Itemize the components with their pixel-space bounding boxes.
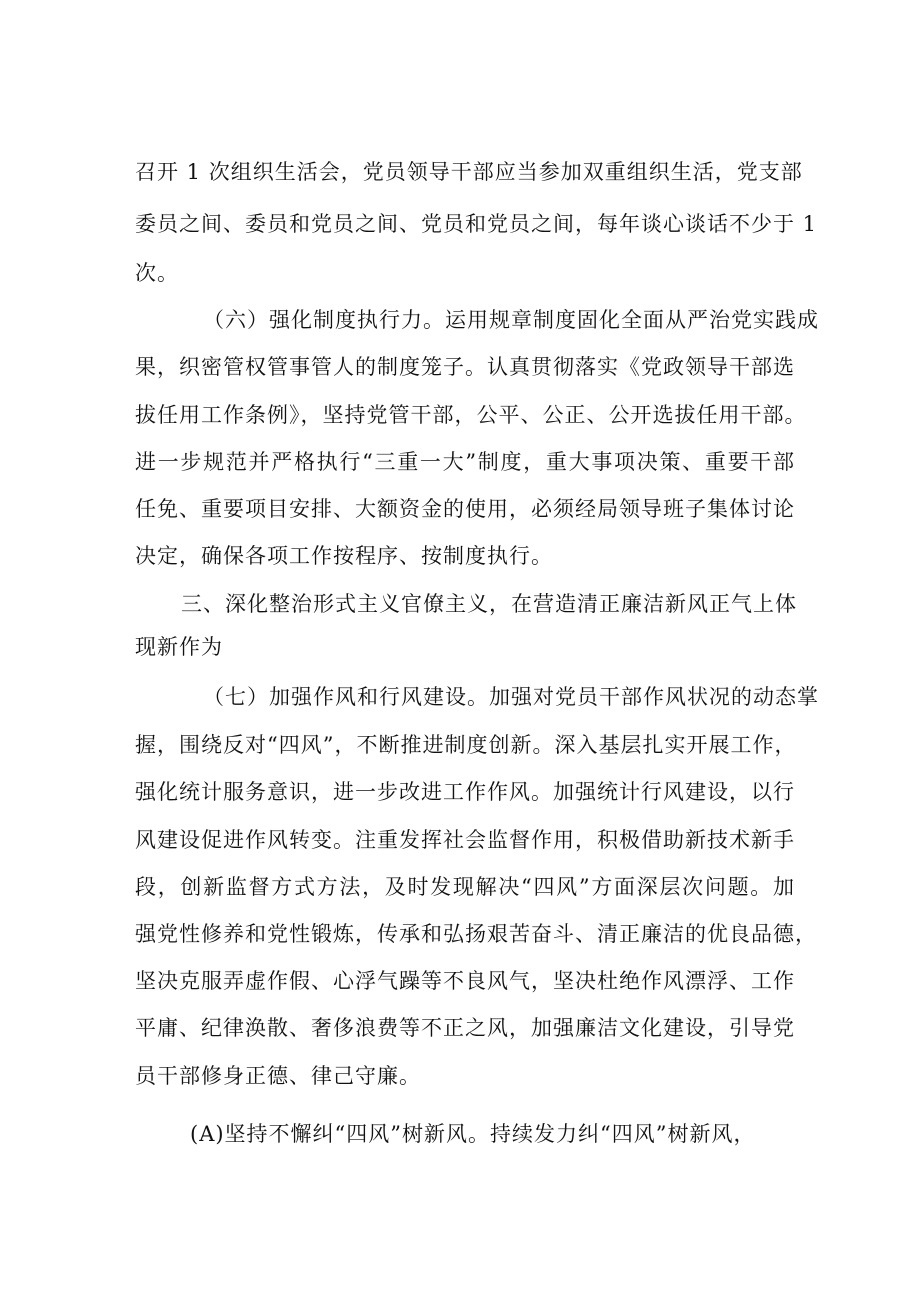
text-line: 握，围绕反对“四风”，不断推进制度创新。深入基层扎实开展工作， (135, 733, 797, 757)
section-heading-7: （七）加强作风和行风建设。加强对党员干部作风状况的动态掌 (203, 685, 819, 709)
text-line: 强化统计服务意识，进一步改进工作作风。加强统计行风建设，以行 (135, 780, 795, 804)
section-heading-8: (A)坚持不懈纠“四风”树新风。持续发力纠“四风”树新风， (190, 1122, 756, 1146)
text-line: 强党性修养和党性锻炼，传承和弘扬艰苦奋斗、清正廉洁的优良品德， (135, 922, 817, 946)
text-line: 决定，确保各项工作按程序、按制度执行。 (135, 544, 553, 568)
text-line: 委员之间、委员和党员之间、党员和党员之间，每年谈心谈话不少于 1 (135, 212, 818, 236)
text-line: 果，织密管权管事管人的制度笼子。认真贯彻落实《党政领导干部选 (135, 355, 795, 379)
text-line: 召开 1 次组织生活会，党员领导干部应当参加双重组织生活，党支部 (135, 160, 803, 184)
text-line: 员干部修身正德、律己守廉。 (135, 1064, 421, 1088)
text-line: 进一步规范并严格执行“三重一大”制度，重大事项决策、重要干部 (135, 450, 795, 474)
text-line: 任免、重要项目安排、大额资金的使用，必须经局领导班子集体讨论 (135, 497, 795, 521)
chapter-heading-3-cont: 现新作为 (135, 635, 223, 659)
section-heading-6: （六）强化制度执行力。运用规章制度固化全面从严治党实践成 (203, 308, 819, 332)
text-line: 风建设促进作风转变。注重发挥社会监督作用，积极借助新技术新手 (135, 828, 795, 852)
text-line: 平庸、纪律涣散、奢侈浪费等不正之风，加强廉洁文化建设，引导党 (135, 1016, 795, 1040)
text-line: 坚决克服弄虚作假、心浮气躁等不良风气，坚决杜绝作风漂浮、工作 (135, 969, 795, 993)
text-line: 段，创新监督方式方法，及时发现解决“四风”方面深层次问题。加 (135, 875, 795, 899)
text-line: 次。 (135, 261, 179, 285)
text-line: 拔任用工作条例》，坚持党管干部，公平、公正、公开选拔任用干部。 (135, 403, 807, 427)
chapter-heading-3: 三、深化整治形式主义官僚主义，在营造清正廉洁新风正气上体 (181, 592, 797, 616)
